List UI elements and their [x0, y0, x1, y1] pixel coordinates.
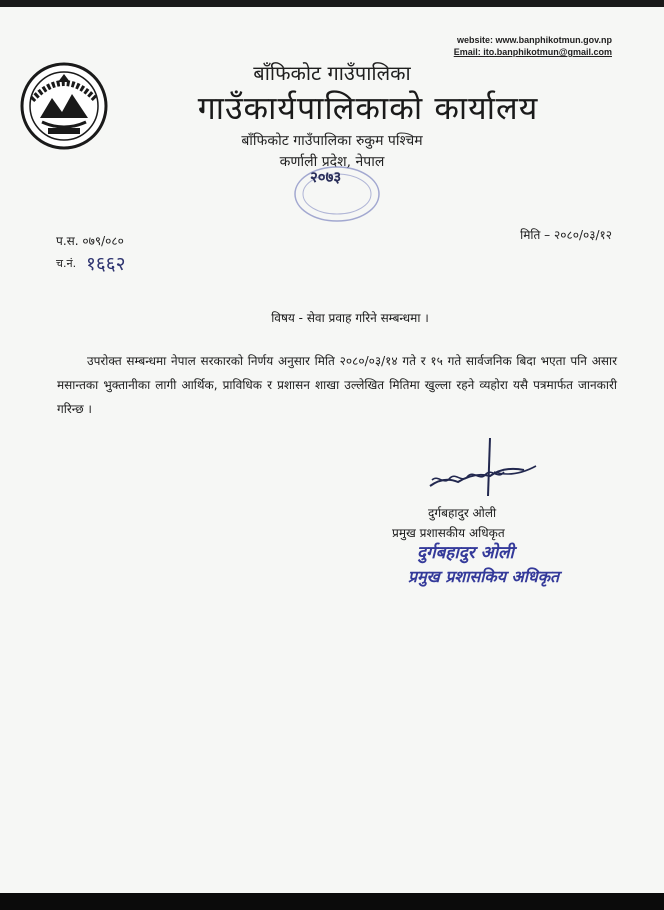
office-address: बाँफिकोट गाउँपालिका रुकुम पश्चिम	[241, 133, 423, 149]
handwritten-signature	[424, 436, 544, 512]
letter-date: मिति – २०८०/०३/१२	[520, 228, 612, 242]
letter-body: उपरोक्त सम्बन्धमा नेपाल सरकारको निर्णय अनुसार मिति २०८०/०३/१४ गते र १५ गते सार्वजनिक बिदा भएता पनि असार मसान्तका भुक्तानीका लागी आर्थिक, प्राविधिक र प्रशासन शाखा उल्लेखित मितिमा खुल्ला रहने व्यहोरा यसै पत्रमार्फत जानकारी गरिन्छ ।	[57, 354, 617, 416]
signer-title: प्रमुख प्रशासकीय अधिकृत	[392, 526, 505, 540]
contact-block	[454, 34, 612, 58]
bottom-border	[0, 893, 664, 910]
email-text: Email: ito.banphikotmun@gmail.com	[453, 47, 612, 57]
letter-subject: विषय - सेवा प्रवाह गरिने सम्बन्धमा ।	[271, 311, 429, 325]
province-line: कर्णाली प्रदेश, नेपाल	[279, 154, 385, 170]
year-handwritten: २०७३	[310, 168, 342, 186]
signer-name: दुर्गबहादुर ओली	[428, 506, 497, 520]
website-text: website: www.banphikotmun.gov.np	[457, 35, 612, 45]
reference-number: प.स. ०७९/०८०	[56, 234, 124, 248]
regno-label: च.नं.	[56, 257, 77, 270]
regno-handwritten: १६६२	[86, 253, 126, 275]
municipality-name: बाँफिकोट गाउँपालिका	[253, 61, 411, 85]
seal-name-stamp: दुर्गबहादुर ओली	[417, 543, 514, 563]
seal-title-stamp: प्रमुख प्रशासकिय अधिकृत	[408, 567, 560, 586]
office-title: गाउँकार्यपालिकाको कार्यालय	[197, 89, 539, 127]
top-border	[0, 0, 664, 7]
